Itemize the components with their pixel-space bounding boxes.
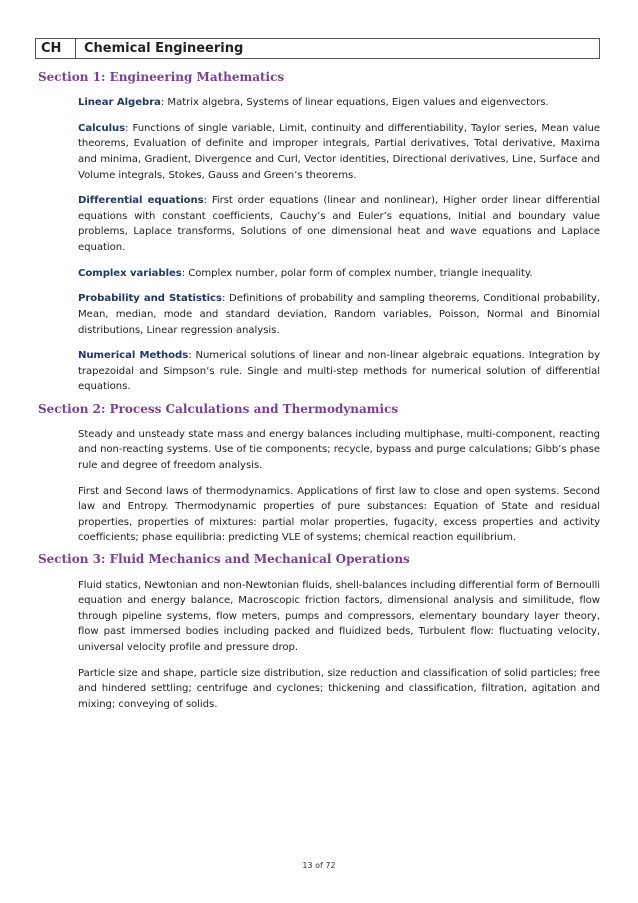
- subject-header: [35, 38, 600, 59]
- syllabus-paragraph: [78, 193, 600, 255]
- section-heading: Section 3: Fluid Mechanics and Mechanical Operations: [38, 552, 410, 567]
- topic-sep: :: [181, 267, 186, 279]
- section-heading: Section 1: Engineering Mathematics: [38, 70, 285, 84]
- topic-text: First order equations (linear and nonlinear), Higher order linear differential equations with constant coefficients, Cauchy’s and Euler’s equations, Initial and boundary value problems, Laplace transforms, Solutions of one dimensional heat and wave equations and Laplace equation.: [78, 195, 600, 254]
- topic-term: Numerical Methods: [78, 350, 189, 362]
- topic-text: Fluid statics, Newtonian and non-Newtonian fluids, shell-balances including differential form of Bernoulli equation and energy balance, Macroscopic friction factors, dimensional analysis and similitude, flow through pipeline systems, flow meters, pumps and compressors, elementary boundary layer theory, flow past immersed bodies including packed and fluidized beds, Turbulent flow: fluctuating velocity, universal velocity profile and pressure drop.: [78, 579, 600, 653]
- topic-text: Steady and unsteady state mass and energy balances including multiphase, multi-component, reacting and non-reacting systems. Use of tie components; recycle, bypass and purge calculations; Gibb’s phase rule and degree of freedom analysis.: [78, 428, 600, 471]
- topic-text: Numerical solutions of linear and non-linear algebraic equations. Integration by trapezoidal and Simpson’s rule. Single and multi-step methods for numerical solution of differential equations.: [78, 350, 600, 393]
- syllabus-paragraph: [78, 427, 600, 474]
- syllabus-paragraph: [78, 121, 600, 183]
- syllabus-paragraph: [78, 266, 600, 282]
- section-heading: Section 2: Process Calculations and Thermodynamics: [38, 401, 399, 416]
- topic-text: Particle size and shape, particle size distribution, size reduction and classification of solid particles; free and hindered settling; centrifuge and cyclones; thickening and classification, filtration, agitation and mixing; conveying of solids.: [78, 667, 600, 710]
- page-number: 13 of 72: [302, 861, 336, 870]
- subject-code: CH: [36, 39, 76, 58]
- topic-term: Probability and Statistics: [78, 293, 222, 305]
- topic-sep: :: [203, 195, 207, 207]
- subject-title: Chemical Engineering: [84, 41, 244, 56]
- syllabus-paragraph: [78, 95, 600, 111]
- syllabus-paragraph: [78, 348, 600, 395]
- topic-text: Matrix algebra, Systems of linear equations, Eigen values and eigenvectors.: [164, 97, 549, 109]
- topic-text: Definitions of probability and sampling theorems, Conditional probability, Mean, median, mode and standard deviation, Random variables, Poisson, Normal and Binomial distributions, Linear regression analysis.: [78, 293, 600, 336]
- topic-term: Complex variables: [78, 267, 182, 279]
- topic-sep: :: [188, 350, 192, 362]
- topic-term: Calculus: [78, 122, 126, 134]
- syllabus-paragraph: [78, 666, 600, 713]
- topic-text: Functions of single variable, Limit, continuity and differentiability, Taylor series, Mean value theorems, Evaluation of definite and improper integrals, Partial derivatives, Total derivative, Maxima and minima, Gradient, Divergence and Curl, Vector identities, Directional derivatives, Line, Surface and Volume integrals, Stokes, Gauss and Green’s theorems.: [78, 122, 600, 181]
- syllabus-paragraph: [78, 291, 600, 338]
- syllabus-content: [38, 66, 600, 718]
- topic-term: Differential equations: [78, 195, 204, 207]
- syllabus-paragraph: [78, 484, 600, 546]
- syllabus-paragraph: [78, 578, 600, 656]
- topic-sep: :: [221, 293, 226, 305]
- topic-sep: :: [160, 97, 165, 109]
- topic-sep: :: [125, 122, 129, 134]
- topic-term: Linear Algebra: [78, 97, 161, 109]
- topic-text: Complex number, polar form of complex number, triangle inequality.: [185, 267, 533, 279]
- topic-text: First and Second laws of thermodynamics. Applications of first law to close and open systems. Second law and Entropy. Thermodynamic properties of pure substances: Equation of State and residual properties, properties of mixtures: partial molar properties, fugacity, excess properties and activity coefficients; phase equilibria: predicting VLE of systems; chemical reaction equilibrium.: [78, 485, 600, 544]
